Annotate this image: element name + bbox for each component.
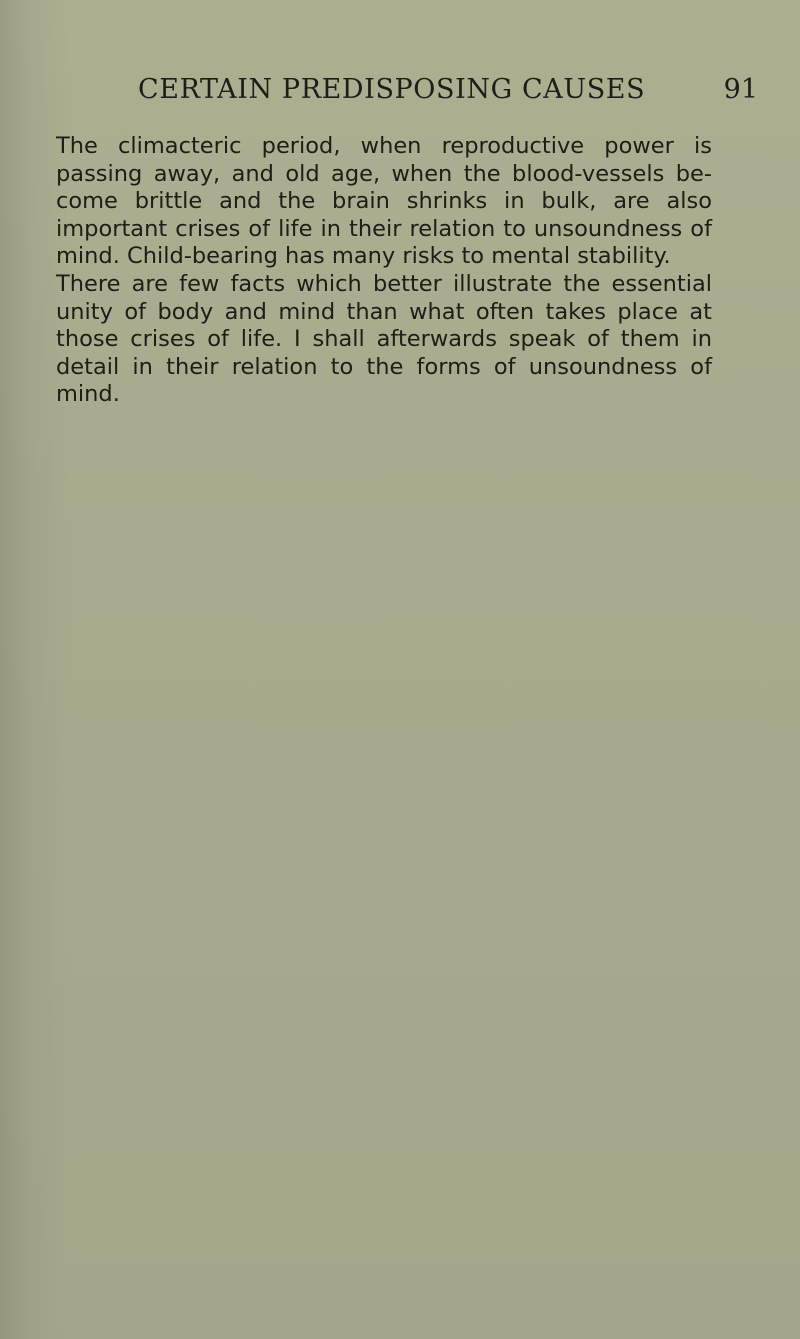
chapter-title: CERTAIN PREDISPOSING CAUSES [138,74,646,105]
page-number: 91 [723,74,758,105]
paragraph: The climacteric period, when reproductive power is passing away, and old age, when the blood-vessels be-come brittle and the brain shrinks in bulk, are also important crises of life in their relation to unsoundness of mind. Child-bearing has many risks to mental stability. [56,133,712,270]
running-head [138,74,758,118]
body-text [56,133,712,409]
paragraph: There are few facts which better illustrate the essential unity of body and mind than what often takes place at those crises of life. I shall afterwards speak of them in detail in their relation to the forms of unsoundness of mind. [56,270,712,408]
